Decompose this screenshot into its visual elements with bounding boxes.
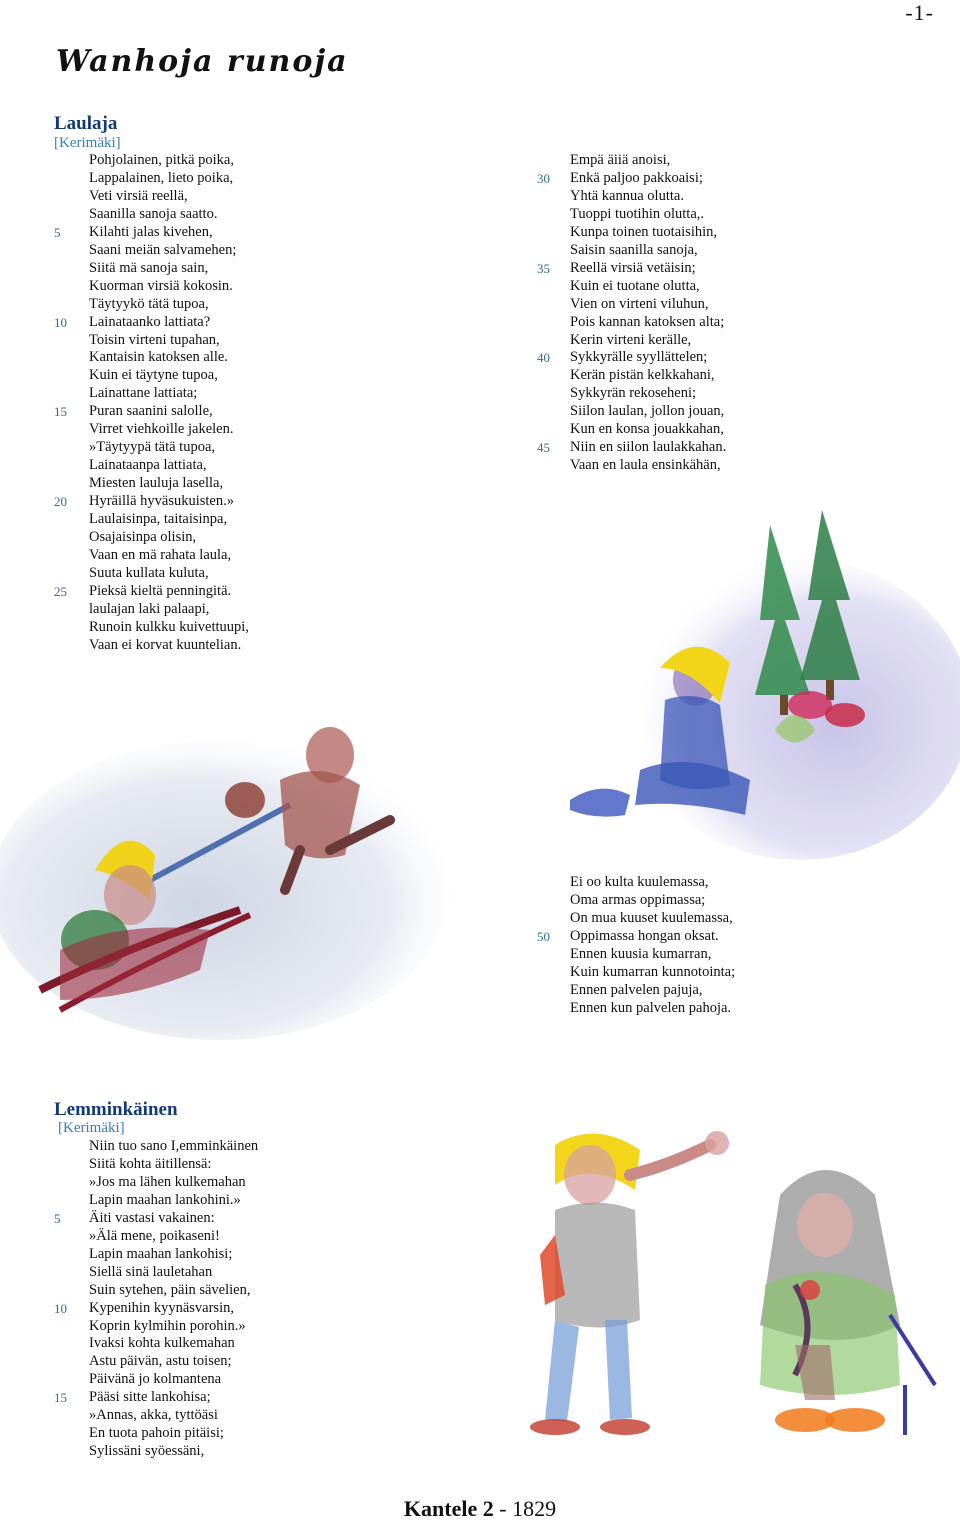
verse-text: Lainataanpa lattiata, bbox=[89, 457, 207, 474]
verse-line bbox=[54, 565, 249, 583]
verse-text: Siilon laulan, jollon jouan, bbox=[570, 403, 725, 420]
verse-line bbox=[54, 1300, 258, 1318]
verse-line bbox=[54, 152, 249, 170]
verse-line bbox=[54, 1264, 258, 1282]
poem-column-1 bbox=[54, 152, 249, 655]
verse-line bbox=[54, 529, 249, 547]
verse-text: Toisin virteni tupahan, bbox=[89, 331, 220, 348]
verse-text: Ennen kuusia kumarran, bbox=[570, 945, 712, 962]
verse-line bbox=[537, 349, 726, 367]
verse-text: Pohjolainen, pitkä poika, bbox=[89, 152, 234, 168]
verse-text: Oppimassa hongan oksat. bbox=[570, 927, 719, 944]
verse-text: Sylissäni syöessäni, bbox=[89, 1443, 205, 1460]
line-number: 15 bbox=[54, 1390, 67, 1406]
verse-line bbox=[537, 421, 726, 439]
verse-text: Saisin saanilla sanoja, bbox=[570, 241, 698, 258]
verse-text: Vaan en mä rahata laula, bbox=[89, 546, 232, 563]
verse-text: Kuin ei täytyne tupoa, bbox=[89, 367, 218, 384]
verse-line bbox=[537, 296, 726, 314]
verse-line bbox=[54, 511, 249, 529]
verse-text: Lainattane lattiata; bbox=[89, 385, 198, 402]
verse-line bbox=[54, 332, 249, 350]
verse-text: Siitä mä sanoja sain, bbox=[89, 259, 209, 276]
verse-line bbox=[54, 349, 249, 367]
verse-line bbox=[537, 260, 726, 278]
verse-text: Vaan en laula ensinkähän, bbox=[570, 457, 721, 474]
verse-line bbox=[537, 152, 726, 170]
verse-text: Veti virsiä reellä, bbox=[89, 187, 188, 204]
verse-text: Yhtä kannua olutta. bbox=[570, 187, 684, 204]
verse-line bbox=[54, 457, 249, 475]
verse-line bbox=[537, 1000, 735, 1018]
verse-line bbox=[537, 278, 726, 296]
verse-line bbox=[54, 1443, 258, 1461]
verse-text: Suuta kullata kuluta, bbox=[89, 564, 209, 581]
verse-text: Vaan ei korvat kuuntelian. bbox=[89, 636, 242, 653]
verse-line bbox=[54, 421, 249, 439]
verse-line bbox=[54, 547, 249, 565]
verse-text: Ennen kun palvelen pahoja. bbox=[570, 999, 732, 1016]
verse-text: Ei oo kulta kuulemassa, bbox=[570, 874, 709, 890]
line-number: 30 bbox=[537, 170, 550, 186]
verse-text: Kypenihin kyynäsvarsin, bbox=[89, 1299, 234, 1316]
verse-line bbox=[54, 1228, 258, 1246]
verse-line bbox=[54, 1174, 258, 1192]
verse-text: Kerän pistän kelkkahani, bbox=[570, 367, 715, 384]
verse-text: Puran saanini salolle, bbox=[89, 403, 213, 420]
verse-line bbox=[537, 964, 735, 982]
verse-text: Empä äiiä anoisi, bbox=[570, 152, 671, 168]
poem-column-4 bbox=[54, 1138, 258, 1461]
verse-line bbox=[54, 296, 249, 314]
verse-text: Äiti vastasi vakainen: bbox=[89, 1209, 215, 1226]
line-number: 35 bbox=[537, 260, 550, 276]
verse-text: Miesten lauluja lasella, bbox=[89, 475, 224, 492]
line-number: 10 bbox=[54, 314, 67, 330]
verse-line bbox=[537, 403, 726, 421]
verse-text: Niin en siilon laulakkahan. bbox=[570, 439, 727, 456]
verse-line bbox=[54, 260, 249, 278]
line-number: 20 bbox=[54, 494, 67, 510]
verse-text: »Täytyypä tätä tupoa, bbox=[89, 439, 216, 456]
verse-line bbox=[54, 1210, 258, 1228]
line-number: 10 bbox=[54, 1300, 67, 1316]
verse-line bbox=[54, 385, 249, 403]
page-title: Wanhoja runoja bbox=[56, 44, 349, 79]
verse-line bbox=[537, 928, 735, 946]
verse-text: Lapin maahan lankohini.» bbox=[89, 1191, 241, 1208]
verse-text: Täytyykö tätä tupoa, bbox=[89, 295, 209, 312]
verse-line bbox=[537, 188, 726, 206]
illustration-sled-ride bbox=[0, 690, 470, 1040]
footer-year: - 1829 bbox=[493, 1496, 557, 1521]
verse-text: Ennen palvelen pajuja, bbox=[570, 981, 703, 998]
line-number: 50 bbox=[537, 928, 550, 944]
verse-line bbox=[54, 314, 249, 332]
verse-line bbox=[537, 946, 735, 964]
verse-line bbox=[54, 1335, 258, 1353]
verse-text: Niin tuo sano I,emminkäinen bbox=[89, 1138, 259, 1154]
verse-text: Kun en konsa jouakkahan, bbox=[570, 421, 724, 438]
verse-line bbox=[54, 1371, 258, 1389]
poem-title-laulaja: Laulaja bbox=[54, 113, 118, 134]
verse-text: Lainataanko lattiata? bbox=[89, 313, 211, 330]
verse-text: »Jos ma lähen kulkemahan bbox=[89, 1173, 246, 1190]
verse-text: laulajan laki palaapi, bbox=[89, 600, 210, 617]
poem-column-3 bbox=[537, 874, 735, 1018]
poem-title-lemminkainen: Lemminkäinen bbox=[54, 1099, 178, 1120]
verse-text: Kerin virteni kerälle, bbox=[570, 331, 692, 348]
poem-column-2 bbox=[537, 152, 726, 475]
line-number: 40 bbox=[537, 350, 550, 366]
verse-line bbox=[537, 332, 726, 350]
verse-text: Saani meiän salvamehen; bbox=[89, 241, 237, 258]
verse-line bbox=[54, 601, 249, 619]
verse-line bbox=[54, 1138, 258, 1156]
verse-line bbox=[54, 493, 249, 511]
verse-line bbox=[537, 242, 726, 260]
verse-text: Ivaksi kohta kulkemahan bbox=[89, 1335, 235, 1352]
verse-line bbox=[537, 439, 726, 457]
verse-line bbox=[537, 385, 726, 403]
verse-text: Lappalainen, lieto poika, bbox=[89, 169, 234, 186]
verse-text: Kuin ei tuotane olutta, bbox=[570, 277, 700, 294]
line-number: 5 bbox=[54, 224, 61, 240]
verse-line bbox=[54, 1246, 258, 1264]
verse-line bbox=[54, 1407, 258, 1425]
verse-line bbox=[537, 892, 735, 910]
verse-line bbox=[54, 583, 249, 601]
verse-text: Pääsi sitte lankohisa; bbox=[89, 1389, 211, 1406]
verse-text: On mua kuuset kuulemassa, bbox=[570, 909, 733, 926]
verse-line bbox=[537, 457, 726, 475]
verse-line bbox=[537, 910, 735, 928]
verse-text: Kuin kumarran kunnotointa; bbox=[570, 963, 736, 980]
verse-text: Kunpa toinen tuotaisihin, bbox=[570, 223, 717, 240]
page-number: -1- bbox=[905, 0, 934, 25]
verse-line bbox=[54, 439, 249, 457]
verse-text: Pois kannan katoksen alta; bbox=[570, 313, 725, 330]
verse-text: Tuoppi tuotihin olutta,. bbox=[570, 205, 705, 222]
line-number: 15 bbox=[54, 404, 67, 420]
verse-line bbox=[54, 170, 249, 188]
verse-text: Runoin kulkku kuivettuupi, bbox=[89, 618, 249, 635]
verse-text: Koprin kylmihin porohin.» bbox=[89, 1317, 246, 1334]
verse-text: Osajaisinpa olisin, bbox=[89, 529, 197, 546]
verse-line bbox=[54, 1389, 258, 1407]
verse-text: Virret viehkoille jakelen. bbox=[89, 421, 234, 438]
verse-text: Astu päivän, astu toisen; bbox=[89, 1353, 232, 1370]
verse-line bbox=[537, 170, 726, 188]
poem-origin-laulaja: [Kerimäki] bbox=[54, 135, 121, 151]
verse-text: Enkä paljoo pakkoaisi; bbox=[570, 169, 703, 186]
verse-line bbox=[54, 403, 249, 421]
verse-text: »Annas, akka, tyttöäsi bbox=[89, 1407, 218, 1424]
verse-text: »Älä mene, poikaseni! bbox=[89, 1227, 220, 1244]
verse-text: Laulaisinpa, taitaisinpa, bbox=[89, 511, 228, 528]
line-number: 25 bbox=[54, 583, 67, 599]
line-number: 5 bbox=[54, 1210, 61, 1226]
verse-text: En tuota pahoin pitäisi; bbox=[89, 1425, 224, 1442]
verse-text: Suin sytehen, päin sävelien, bbox=[89, 1281, 251, 1298]
verse-line bbox=[54, 188, 249, 206]
verse-text: Vien on virteni viluhun, bbox=[570, 295, 709, 312]
verse-line bbox=[54, 1318, 258, 1336]
verse-line bbox=[54, 1156, 258, 1174]
verse-text: Kuorman virsiä kokosin. bbox=[89, 277, 233, 294]
verse-line bbox=[54, 1353, 258, 1371]
verse-line bbox=[537, 367, 726, 385]
verse-line bbox=[54, 637, 249, 655]
verse-text: Hyräillä hyväsukuisten.» bbox=[89, 493, 234, 510]
verse-line bbox=[54, 242, 249, 260]
verse-line bbox=[54, 619, 249, 637]
verse-line bbox=[537, 314, 726, 332]
verse-line bbox=[537, 206, 726, 224]
verse-line bbox=[54, 1192, 258, 1210]
verse-line bbox=[54, 367, 249, 385]
verse-text: Päivänä jo kolmantena bbox=[89, 1371, 222, 1388]
verse-line bbox=[54, 206, 249, 224]
verse-text: Sykkyrälle syyllättelen; bbox=[570, 349, 708, 366]
verse-text: Siitä kohta äitillensä: bbox=[89, 1155, 212, 1172]
verse-text: Sykkyrän rekoseheni; bbox=[570, 385, 697, 402]
verse-text: Kantaisin katoksen alle. bbox=[89, 349, 228, 366]
verse-text: Saanilla sanoja saatto. bbox=[89, 205, 218, 222]
verse-line bbox=[54, 224, 249, 242]
verse-line bbox=[537, 224, 726, 242]
verse-line bbox=[537, 874, 735, 892]
verse-line bbox=[54, 278, 249, 296]
footer bbox=[0, 1496, 960, 1522]
verse-line bbox=[537, 982, 735, 1000]
verse-line bbox=[54, 1282, 258, 1300]
verse-text: Oma armas oppimassa; bbox=[570, 891, 706, 908]
illustration-lemminkainen-and-mother bbox=[495, 1115, 945, 1450]
verse-text: Pieksä kieltä penningitä. bbox=[89, 582, 232, 599]
footer-publication: Kantele 2 bbox=[403, 1496, 494, 1521]
illustration-girl-in-forest bbox=[560, 500, 960, 870]
verse-line bbox=[54, 475, 249, 493]
verse-text: Lapin maahan lankohisi; bbox=[89, 1245, 233, 1262]
line-number: 45 bbox=[537, 440, 550, 456]
verse-text: Reellä virsiä vetäisin; bbox=[570, 259, 696, 276]
poem-origin-lemminkainen: [Kerimäki] bbox=[58, 1120, 125, 1136]
verse-line bbox=[54, 1425, 258, 1443]
verse-text: Kilahti jalas kivehen, bbox=[89, 223, 213, 240]
verse-text: Siellä sinä lauletahan bbox=[89, 1263, 213, 1280]
